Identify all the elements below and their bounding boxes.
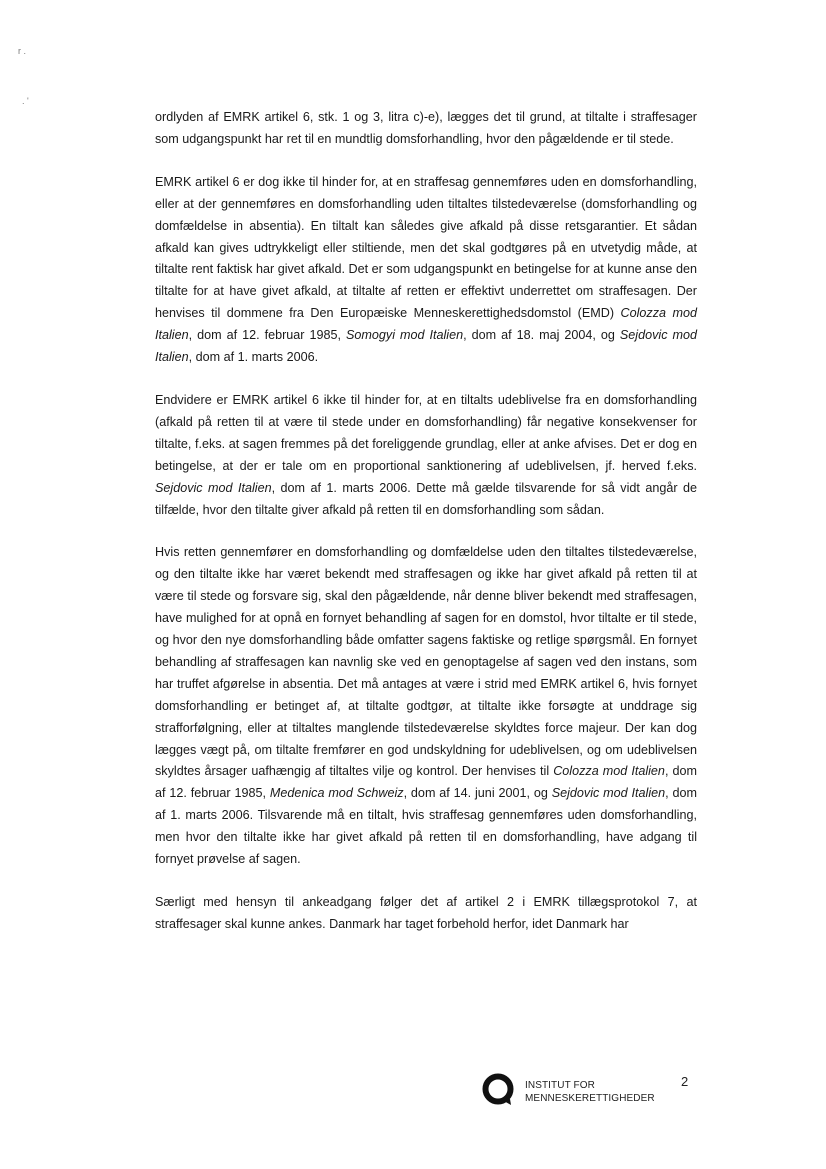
paragraph-2: [155, 172, 697, 369]
paragraph-text: , dom af 12. februar 1985,: [188, 328, 346, 343]
institute-name: [525, 1079, 655, 1105]
paragraph-text: EMRK artikel 6 er dog ikke til hinder for, at en straffesag gennemføres uden en domsforhandling, eller at der gennemføres en domsforhandling uden tiltaltes tilstedeværelse (domsforhandling og domfældelse in absentia). En tiltalt kan således give afkald på disse retsgarantier. Et sådan afkald kan gives udtrykkeligt eller stiltiende, men det skal godtgøres på en utvetydig måde, at tiltalte rent faktisk har givet afkald. Det er som udgangspunkt en betingelse for at kunne anse den tiltalte for at have givet afkald, at tiltalte af retten er effektivt underrettet om straffesagen. Der henvises til dommene fra Den Europæiske Menneskerettighedsdomstol (EMD): [155, 174, 697, 321]
institute-ring-logo-icon: [481, 1072, 515, 1106]
case-citation: Sejdovic mod Italien: [155, 480, 272, 495]
scan-mark: . ': [22, 96, 29, 106]
paragraph-text: , dom af 1. marts 2006. Tilsvarende må en tiltalt, hvis straffesag gennemføres uden domsforhandling, men hvor den tiltalte ikke har givet afkald på retten til en domsforhandling, have adgang til fornyet prøvelse af sagen.: [155, 786, 697, 867]
paragraph-text: Hvis retten gennemfører en domsforhandling og domfældelse uden den tiltaltes tilstedeværelse, og den tiltalte ikke har været bekendt med straffesagen og ikke har givet afkald på retten til at være til stede og forsvare sig, skal den pågældende, når denne bliver bekendt med straffesagen, have mulighed for at opnå en fornyet behandling af sagen for en domstol, hvor tiltalte er til stede, og hvor den nye domsforhandling både omfatter sagens faktiske og retlige spørgsmål. En fornyet behandling af straffesagen kan navnlig ske ved en genoptagelse af sagen ved den instans, som har truffet afgørelse in absentia. Det må antages at være i strid med EMRK artikel 6, hvis fornyet domsforhandling er betinget af, at tiltalte godtgør, at tiltalte ikke forsøgte at unddrage sig strafforfølgning, eller at tiltaltes manglende tilstedeværelse skyldtes force majeur. Der kan dog lægges vægt på, om tiltalte fremfører en god undskyldning for udeblivelsen, og om udeblivelsen skyldtes årsager uafhængig af tiltaltes vilje og kontrol. Der henvises til: [155, 545, 697, 779]
case-citation: Colozza mod Italien: [553, 764, 665, 779]
document-body: [155, 107, 697, 957]
scan-mark: r .: [18, 46, 26, 56]
paragraph-1: [155, 107, 697, 151]
institute-name-line1: INSTITUT FOR: [525, 1080, 595, 1091]
paragraph-3: [155, 390, 697, 521]
paragraph-text: , dom af 1. marts 2006.: [188, 350, 319, 365]
case-citation: Sejdovic mod Italien: [551, 786, 666, 801]
paragraph-text: , dom af 12. februar 1985,: [155, 764, 697, 801]
institute-name-line2: MENNESKERETTIGHEDER: [525, 1093, 655, 1104]
case-citation: Sejdovic mod Italien: [155, 328, 697, 365]
case-citation: Colozza mod Italien: [155, 306, 697, 343]
case-citation: Somogyi mod Italien: [346, 328, 464, 343]
paragraph-text: , dom af 18. maj 2004, og: [463, 328, 620, 343]
case-citation: Medenica mod Schweiz: [269, 786, 404, 801]
paragraph-text: Særligt med hensyn til ankeadgang følger det af artikel 2 i EMRK tillægsprotokol 7, at straffesager skal kunne ankes. Danmark har taget forbehold herfor, idet Danmark har: [155, 895, 697, 931]
paragraph-text: , dom af 14. juni 2001, og: [403, 786, 552, 801]
paragraph-text: Endvidere er EMRK artikel 6 ikke til hinder for, at en tiltalts udeblivelse fra en domsforhandling (afkald på retten til at være til stede under en domsforhandling) får negative konsekvenser for tiltalte, f.eks. at sagen fremmes på det foreliggende grundlag, eller at anke afvises. Det er dog en betingelse, at der er tale om en proportional sanktionering af udeblivelsen, jf. herved f.eks.: [155, 392, 697, 473]
paragraph-text: , dom af 1. marts 2006. Dette må gælde tilsvarende for så vidt angår de tilfælde, hvor den tiltalte giver afkald på retten til en domsforhandling som sådan.: [155, 480, 697, 517]
paragraph-4: [155, 542, 697, 871]
paragraph-5: [155, 892, 697, 936]
paragraph-text: ordlyden af EMRK artikel 6, stk. 1 og 3, litra c)-e), lægges det til grund, at tiltalte i straffesager som udgangspunkt har ret til en mundtlig domsforhandling, hvor den pågældende er til stede.: [155, 110, 697, 146]
page-number: 2: [681, 1074, 689, 1089]
